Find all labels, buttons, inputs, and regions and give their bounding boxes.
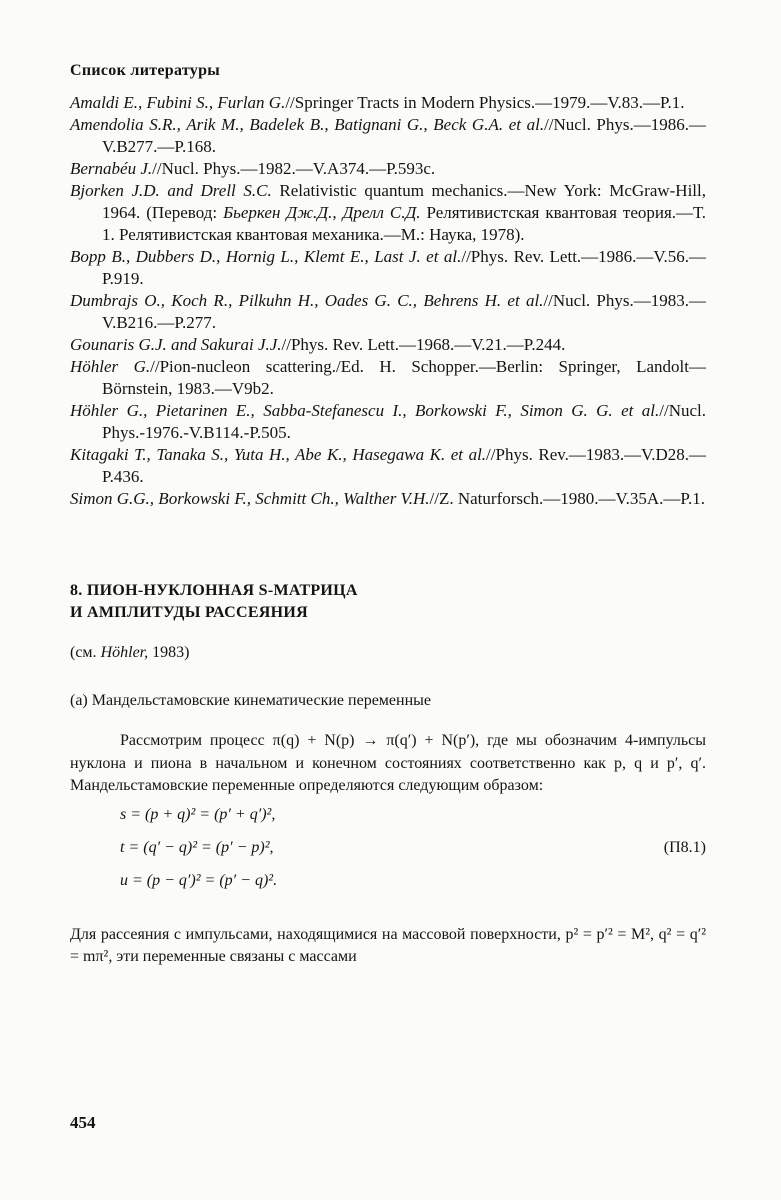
reference-authors: Höhler G. <box>70 357 151 376</box>
reference-authors: Simon G.G., Borkowski F., Schmitt Ch., Walther V.H. <box>70 489 430 508</box>
reference-source: //Nucl. Phys.-1976.-V.B114.-P.505. <box>102 401 706 442</box>
reference-authors: Gounaris G.J. and Sakurai J.J. <box>70 335 282 354</box>
reference-source: //Phys. Rev. Lett.—1986.—V.56.—P.919. <box>102 247 706 288</box>
reference-authors: Amendolia S.R., Arik M., Badelek B., Batignani G., Beck G.A. et al. <box>70 115 545 134</box>
reference-translation-source: Релятивистская квантовая теория.—Т. 1. Релятивистская квантовая механика.—М.: Наука, 1978). <box>102 203 706 244</box>
equation-u: u = (p − q′)² = (p′ − q)². <box>120 871 278 889</box>
reference-item <box>70 290 706 334</box>
reference-authors: Bjorken J.D. and Drell S.C. <box>70 181 272 200</box>
reference-source: //Pion-nucleon scattering./Ed. H. Schopper.—Berlin: Springer, Landolt—Börnstein, 1983.—V9b2. <box>102 357 706 398</box>
references-heading: Список литературы <box>70 62 221 79</box>
reference-item <box>70 246 706 290</box>
reference-authors: Höhler G., Pietarinen E., Sabba-Stefanescu I., Borkowski F., Simon G. G. et al. <box>70 401 660 420</box>
reference-source: //Nucl. Phys.—1983.—V.B216.—P.277. <box>102 291 707 332</box>
section-title-line: И АМПЛИТУДЫ РАССЕЯНИЯ <box>70 604 308 621</box>
section-title <box>70 580 706 624</box>
page-number: 454 <box>70 1113 96 1132</box>
equation-t: t = (q′ − q)² = (p′ − p)², <box>120 838 274 856</box>
reference-item <box>70 356 706 400</box>
subsection-heading: (а) Мандельстамовские кинематические переменные <box>70 692 431 709</box>
reference-item <box>70 114 706 158</box>
reference-item <box>70 334 706 356</box>
reference-item <box>70 444 706 488</box>
section-citation <box>70 644 706 662</box>
reference-item <box>70 488 706 510</box>
reference-list <box>70 92 706 510</box>
reference-source: Relativistic quantum mechanics.—New York: McGraw-Hill, 1964. (Перевод: <box>102 181 707 222</box>
paragraph: Для рассеяния с импульсами, находящимися на массовой поверхности, p² = p′² = M², q² = q′² = mπ², эти переменные связаны с массами <box>70 925 706 965</box>
reference-authors: Bopp B., Dubbers D., Hornig L., Klemt E., Last J. et al. <box>70 247 462 266</box>
citation-author: Höhler, <box>100 644 149 661</box>
reference-authors: Dumbrajs O., Koch R., Pilkuhn H., Oades G. C., Behrens H. et al. <box>70 291 544 310</box>
equation-block <box>70 806 706 906</box>
reference-source: //Nucl. Phys.—1986.—V.B277.—P.168. <box>102 115 707 156</box>
page-body <box>70 62 706 969</box>
reference-item <box>70 158 706 180</box>
equation-s: s = (p + q)² = (p′ + q′)², <box>120 805 276 823</box>
equation-number: (П8.1) <box>663 838 706 856</box>
reference-authors: Amaldi E., Fubini S., Furlan G. <box>70 93 286 112</box>
reference-item <box>70 400 706 444</box>
reference-item <box>70 92 706 114</box>
citation-prefix: (см. <box>70 644 101 661</box>
reference-translation-authors: Бьеркен Дж.Д., Дрелл С.Д. <box>223 203 421 222</box>
reference-source: //Nucl. Phys.—1982.—V.A374.—P.593c. <box>152 159 436 178</box>
reference-source: //Z. Naturforsch.—1980.—V.35A.—P.1. <box>429 489 705 508</box>
reference-authors: Kitagaki T., Tanaka S., Yuta H., Abe K., Hasegawa K. et al. <box>70 445 487 464</box>
paragraph: Рассмотрим процесс π(q) + N(p) → π(q′) + N(p′), где мы обозначим 4-импульсы нуклона и пиона в начальном и конечном состояниях соответственно как p, q и p′, q′. Мандельстамовские переменные определяются следующим образом: <box>70 732 706 794</box>
reference-authors: Bernabéu J. <box>70 159 153 178</box>
reference-source: //Phys. Rev.—1983.—V.D28.—P.436. <box>102 445 706 486</box>
reference-item <box>70 180 706 246</box>
citation-year: 1983) <box>148 644 190 661</box>
section-title-line: 8. ПИОН-НУКЛОННАЯ S-МАТРИЦА <box>70 582 358 599</box>
reference-source: //Springer Tracts in Modern Physics.—1979.—V.83.—P.1. <box>285 93 685 112</box>
reference-source: //Phys. Rev. Lett.—1968.—V.21.—P.244. <box>281 335 566 354</box>
